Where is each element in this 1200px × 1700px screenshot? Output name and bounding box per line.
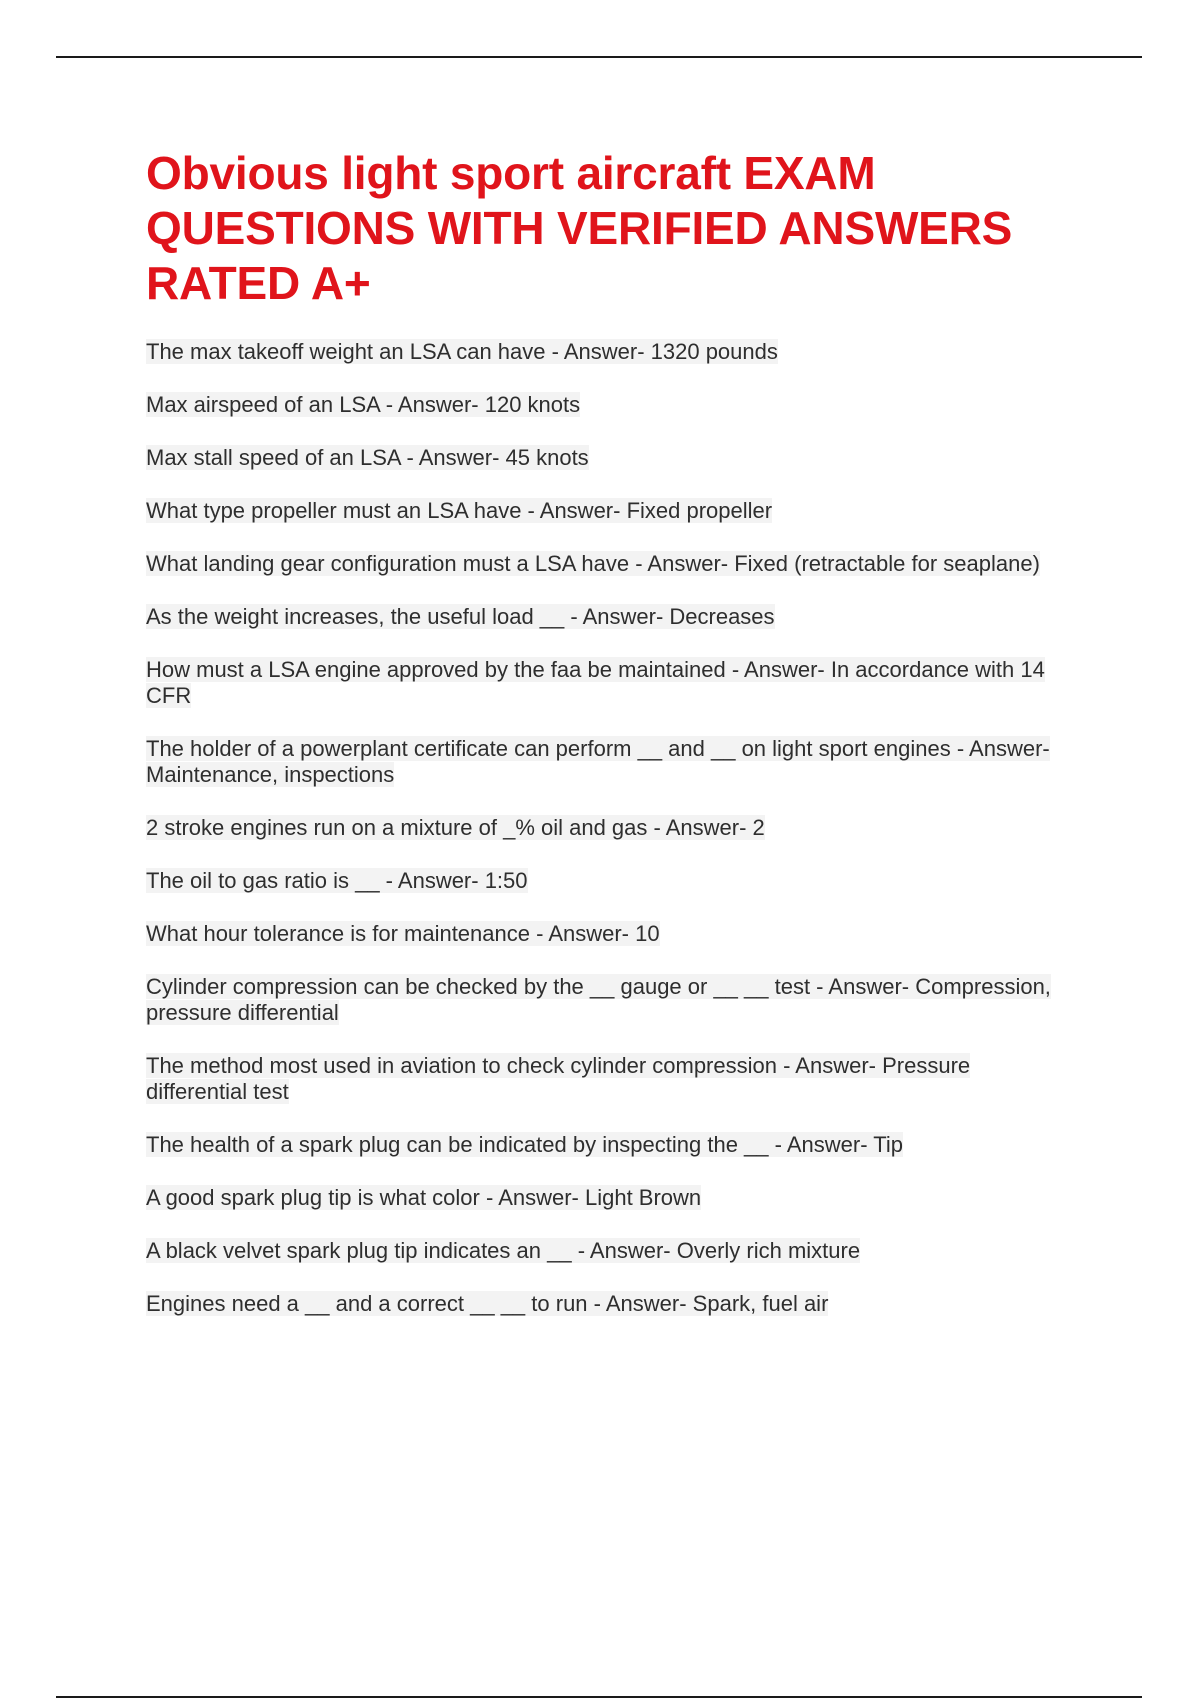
qa-item xyxy=(146,604,1066,630)
qa-item xyxy=(146,1185,1066,1211)
qa-text: The method most used in aviation to check cylinder compression - Answer- Pressure differential test xyxy=(146,1053,971,1104)
qa-text: The max takeoff weight an LSA can have - Answer- 1320 pounds xyxy=(146,339,778,364)
document-body xyxy=(146,146,1066,1344)
qa-item xyxy=(146,1238,1066,1264)
qa-text: Cylinder compression can be checked by the __ gauge or __ __ test - Answer- Compression, pressure differential xyxy=(146,974,1051,1025)
qa-text: What hour tolerance is for maintenance - Answer- 10 xyxy=(146,921,660,946)
qa-item xyxy=(146,1291,1066,1317)
qa-text: The health of a spark plug can be indicated by inspecting the __ - Answer- Tip xyxy=(146,1132,904,1157)
qa-item xyxy=(146,921,1066,947)
qa-item xyxy=(146,445,1066,471)
qa-item xyxy=(146,339,1066,365)
qa-text: A good spark plug tip is what color - Answer- Light Brown xyxy=(146,1185,702,1210)
qa-item xyxy=(146,868,1066,894)
qa-item xyxy=(146,1053,1066,1105)
document-title: Obvious light sport aircraft EXAM QUESTIONS WITH VERIFIED ANSWERS RATED A+ xyxy=(146,147,1013,309)
qa-item xyxy=(146,551,1066,577)
qa-text: Engines need a __ and a correct __ __ to run - Answer- Spark, fuel air xyxy=(146,1291,829,1316)
qa-text: What landing gear configuration must a LSA have - Answer- Fixed (retractable for seaplane) xyxy=(146,551,1040,576)
footer-rule xyxy=(56,1696,1142,1698)
qa-item xyxy=(146,815,1066,841)
qa-text: The oil to gas ratio is __ - Answer- 1:50 xyxy=(146,868,528,893)
qa-text: As the weight increases, the useful load __ - Answer- Decreases xyxy=(146,604,775,629)
qa-text: Max stall speed of an LSA - Answer- 45 knots xyxy=(146,445,589,470)
qa-text: Max airspeed of an LSA - Answer- 120 knots xyxy=(146,392,581,417)
qa-text: 2 stroke engines run on a mixture of _% oil and gas - Answer- 2 xyxy=(146,815,765,840)
qa-text: What type propeller must an LSA have - Answer- Fixed propeller xyxy=(146,498,773,523)
header-rule xyxy=(56,56,1142,58)
qa-item xyxy=(146,974,1066,1026)
qa-item xyxy=(146,1132,1066,1158)
qa-item xyxy=(146,657,1066,709)
qa-text: How must a LSA engine approved by the faa be maintained - Answer- In accordance with 14 CFR xyxy=(146,657,1045,708)
qa-list xyxy=(146,339,1066,1317)
qa-item xyxy=(146,498,1066,524)
qa-text: A black velvet spark plug tip indicates an __ - Answer- Overly rich mixture xyxy=(146,1238,861,1263)
qa-item xyxy=(146,736,1066,788)
qa-text: The holder of a powerplant certificate can perform __ and __ on light sport engines - Answer- Maintenance, inspections xyxy=(146,736,1050,787)
qa-item xyxy=(146,392,1066,418)
